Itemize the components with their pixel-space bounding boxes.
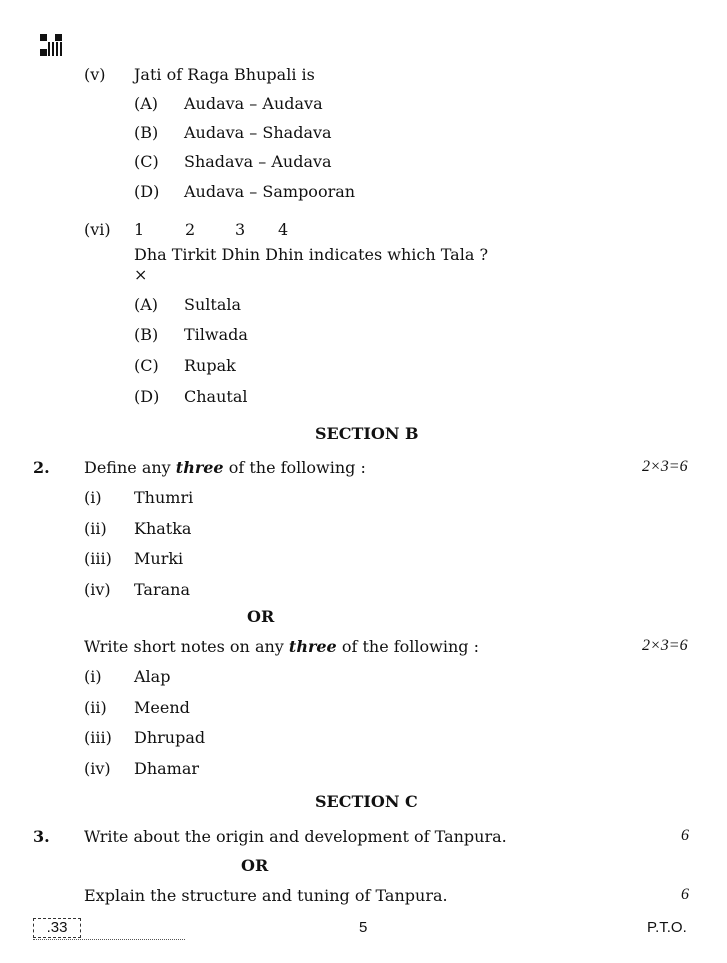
question-text: Write about the origin and development of Tanpura. xyxy=(84,827,507,846)
option-text: Chautal xyxy=(184,387,248,406)
marks: 2×3=6 xyxy=(642,458,688,475)
option-label: (C) xyxy=(134,152,159,171)
question-text: Explain the structure and tuning of Tanpura. xyxy=(84,886,448,905)
option-text: Sultala xyxy=(184,295,242,314)
section-heading: SECTION C xyxy=(315,792,418,811)
beat-number: 4 xyxy=(278,220,289,239)
option-text: Rupak xyxy=(184,356,236,375)
item-text: Dhamar xyxy=(134,759,200,778)
item-label: (iv) xyxy=(84,580,111,599)
option-text: Tilwada xyxy=(184,325,248,344)
beat-number: 2 xyxy=(185,220,196,239)
question-text xyxy=(84,458,366,478)
or-divider: OR xyxy=(241,856,269,875)
item-text: Meend xyxy=(134,698,190,717)
question-number: 3. xyxy=(33,827,50,846)
question-text-pre: Define any xyxy=(84,458,176,477)
item-label: (iv) xyxy=(84,759,111,778)
item-label: (i) xyxy=(84,488,102,507)
marks: 2×3=6 xyxy=(642,637,688,654)
option-text: Audava – Audava xyxy=(184,94,323,113)
question-text xyxy=(84,637,479,657)
option-label: (B) xyxy=(134,325,159,344)
option-label: (A) xyxy=(134,295,159,314)
qr-code-icon xyxy=(40,34,62,56)
option-label: (B) xyxy=(134,123,159,142)
section-heading: SECTION B xyxy=(315,424,419,443)
item-text: Khatka xyxy=(134,519,192,538)
item-text: Dhrupad xyxy=(134,728,206,747)
item-label: (ii) xyxy=(84,519,107,538)
question-text-post: of the following : xyxy=(223,458,366,477)
item-label: (iii) xyxy=(84,728,112,747)
option-label: (C) xyxy=(134,356,159,375)
question-emphasis: three xyxy=(175,458,224,477)
option-text: Audava – Sampooran xyxy=(184,182,356,201)
item-label: (i) xyxy=(84,667,102,686)
question-text: Dha Tirkit Dhin Dhin indicates which Tala ? xyxy=(134,245,489,264)
beat-number: 3 xyxy=(235,220,246,239)
item-text: Thumri xyxy=(134,488,194,507)
question-number: (vi) xyxy=(84,220,111,239)
footer-rule xyxy=(33,939,185,940)
paper-code: .33 xyxy=(33,918,81,938)
option-text: Audava – Shadava xyxy=(184,123,332,142)
item-label: (ii) xyxy=(84,698,107,717)
option-text: Shadava – Audava xyxy=(184,152,332,171)
item-text: Tarana xyxy=(134,580,190,599)
sam-mark: × xyxy=(134,265,148,284)
marks: 6 xyxy=(681,827,689,844)
pto-text: P.T.O. xyxy=(647,919,687,936)
question-emphasis: three xyxy=(288,637,337,656)
item-label: (iii) xyxy=(84,549,112,568)
question-text: Jati of Raga Bhupali is xyxy=(134,65,315,84)
beat-number: 1 xyxy=(134,220,145,239)
marks: 6 xyxy=(681,886,689,903)
page-number: 5 xyxy=(359,919,368,936)
question-number: 2. xyxy=(33,458,50,477)
question-number: (v) xyxy=(84,65,106,84)
option-label: (A) xyxy=(134,94,159,113)
question-text-pre: Write short notes on any xyxy=(84,637,289,656)
item-text: Alap xyxy=(134,667,171,686)
or-divider: OR xyxy=(247,607,275,626)
item-text: Murki xyxy=(134,549,184,568)
option-label: (D) xyxy=(134,182,160,201)
question-text-post: of the following : xyxy=(336,637,480,656)
option-label: (D) xyxy=(134,387,160,406)
